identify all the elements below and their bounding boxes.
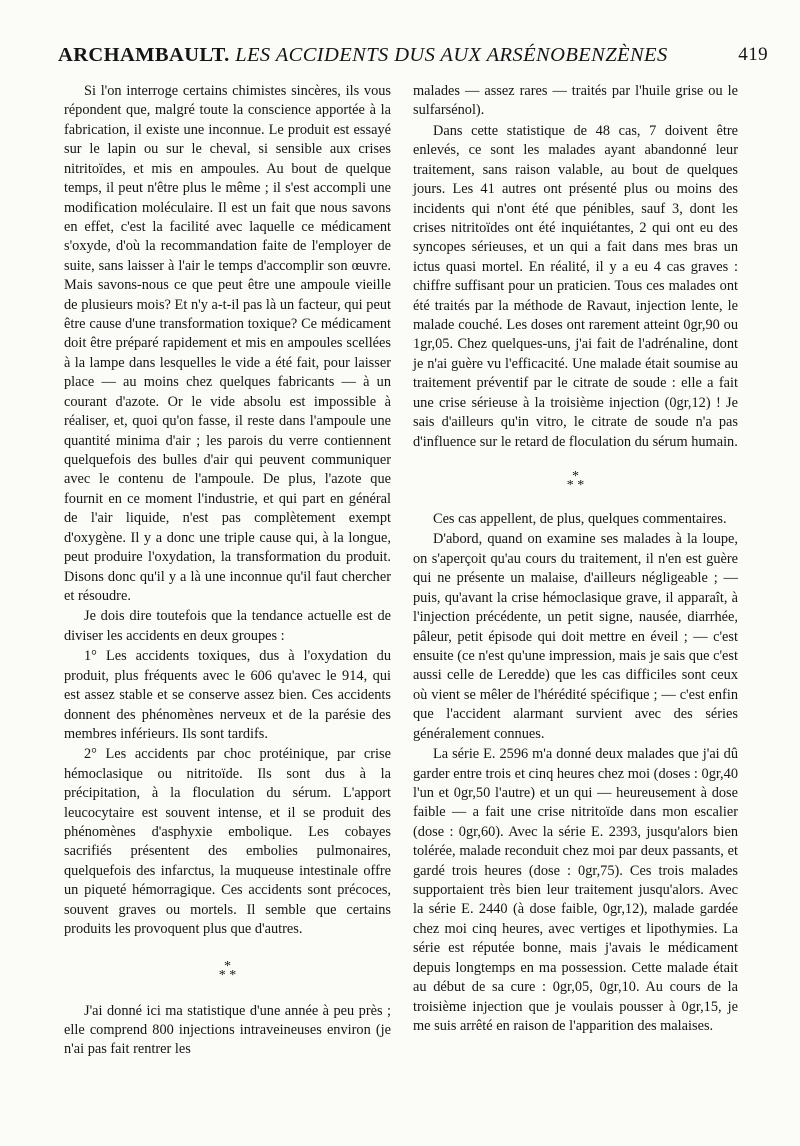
right-paragraph-3: Ces cas appellent, de plus, quelques commentaires. — [433, 511, 727, 528]
left-column — [64, 82, 391, 1060]
section-separator-right — [413, 469, 738, 494]
asterism-right: * * * — [566, 469, 585, 494]
right-paragraph-4: D'abord, quand on examine ses malades à la loupe, on s'aperçoit qu'au cours du traitement, il n'en est guère qui ne présente un malaise, d'ailleurs négligeable ; — puis, qu'avant la crise hémoclasique grave, il apparaît, à l'injection précédente, un petit signe, nausée, diarrhée, pâleur, petit épisode qui doit mettre en éveil ; — c'est ensuite (ce n'est qu'une impression, mais je sais que c'est aussi celle de Leredde) que les cas difficiles sont ceux où vient se mêler de l'hérédité spécifique ; — c'est enfin que l'accident alarmant survient avec des séries généralement connues. — [413, 531, 738, 742]
left-paragraph-1: Si l'on interroge certains chimistes sincères, ils vous répondent que, malgré toute la conscience apportée à la fabrication, il existe une inconnue. Le produit est essayé sur le lapin ou sur le cheval, si sensible aux crises nitritoïdes, et mis en ampoules. Au bout de quelque temps, il peut n'être plus le même ; il s'est accompli une modification moléculaire. Il est un fait que nous savons en effet, c'est la facilité avec laquelle ce médicament s'oxyde, d'où la recommandation faite de l'employer de suite, sans laisser à l'air le temps d'accomplir son œuvre. Mais savons-nous ce que peut être une ampoule vieille de plusieurs mois? Et n'y a-t-il pas là un facteur, qui peut être cause d'une transformation toxique? Ce médicament doit être préparé rapidement et mis en ampoules scellées à la lampe dans lesquelles le vide a été fait, pour laisser place — au moins chez quelques fabricants — à un courant d'azote. Or le vide absolu est impossible à réaliser, et, quoi qu'on fasse, il reste dans l'ampoule une quantité minima d'air ; les parois du verre contiennent quelquefois des bulles d'air qui peuvent communiquer avec le contenu de l'ampoule. De plus, l'azote que fournit en ce moment l'industrie, et qui part en général de l'air liquide, n'est pas complètement exempt d'oxygène. Il y a donc une triple cause qui, à la longue, peut produire l'oxydation, la transformation du produit. Disons donc qu'il y a là une inconnue qu'il faut chercher et résoudre. — [64, 83, 391, 604]
right-paragraph-2: Dans cette statistique de 48 cas, 7 doivent être enlevés, ce sont les malades ayant abandonné leur traitement, sans raison valable, au bout de quelques jours. Les 41 autres ont présenté plus ou moins des incidents qui n'ont été que pénibles, sauf 3, dont les crises nitritoïdes ont été inquiétantes, 2 qui ont eu des syncopes sérieuses, et un qui a fait dans mes bras un ictus quasi mortel. En réalité, il y a eu 4 cas graves : chiffre suffisant pour un praticien. Tous ces malades ont été traités par la méthode de Ravaut, injection lente, le malade couché. Les doses ont rarement atteint 0gr,90 ou 1gr,05. Chez quelques-uns, j'ai fait de l'adrénaline, dont je n'ai guère vu l'efficacité. Une malade était soumise au traitement préventif par le citrate de soude : elle a fait une crise sérieuse à la troisième injection (0gr,12) ! Je sais d'ailleurs qu'in vitro, le citrate de soude n'a pas d'influence sur le retard de floculation du sérum humain. — [413, 122, 738, 450]
header-title: LES ACCIDENTS DUS AUX ARSÉNOBENZÈNES — [235, 44, 668, 66]
section-separator-left — [64, 958, 391, 983]
left-paragraph-2: Je dois dire toutefois que la tendance actuelle est de diviser les accidents en deux groupes : — [64, 608, 391, 644]
running-header — [58, 44, 768, 67]
left-paragraph-5: J'ai donné ici ma statistique d'une année à peu près ; elle comprend 800 injections intraveineuses environ (je n'ai pas fait rentrer les — [64, 1002, 391, 1058]
right-paragraph-5: La série E. 2596 m'a donné deux malades que j'ai dû garder entre trois et cinq heures chez moi (doses : 0gr,40 l'un et 0gr,50 l'autre) et un qui — heureusement à dose faible — a fait une crise nitritoïde dans mon escalier (dose : 0gr,60). Avec la série E. 2393, jusqu'alors bien tolérée, malade reconduit chez moi par deux passants, et gardé trois heures (dose : 0gr,75). Ces trois malades supportaient très bien leur traitement jusqu'alors. Avec la série E. 2440 (à dose faible, 0gr,12), malade gardée chez moi cinq heures, avec vertiges et lipothymies. La série est réputée bonne, mais j'avais le médicament depuis longtemps en ma possession. Cette malade était au début de sa cure : 0gr,05, 0gr,10. Au cours de la troisième injection que je voulais pousser à 0gr,15, je me suis arrêté en raison de l'apparition des malaises. — [413, 746, 738, 1034]
right-column — [413, 82, 738, 1036]
asterism-left: * * * — [218, 958, 237, 983]
header-author: ARCHAMBAULT. — [58, 44, 230, 66]
page-number: 419 — [738, 44, 768, 65]
right-paragraph-1: malades — assez rares — traités par l'huile grise ou le sulfarsénol). — [413, 83, 738, 119]
left-paragraph-3: 1° Les accidents toxiques, dus à l'oxydation du produit, plus fréquents avec le 606 qu'avec le 914, qui est assez stable et se conserve assez bien. Ces accidents donnent des phénomènes nerveux et de la parésie des membres inférieurs. Ils sont tardifs. — [64, 648, 391, 742]
left-paragraph-4: 2° Les accidents par choc protéinique, par crise hémoclasique ou nitritoïde. Ils sont dus à la précipitation, à la floculation du sérum. L'apport leucocytaire est souvent intense, et il se produit des phénomènes d'asphyxie embolique. Les cobayes sacrifiés présentent des embolies pulmonaires, quelquefois des infarctus, la muqueuse intestinale offre un piqueté hémorragique. Ces accidents sont précoces, souvent graves ou mortels. Il semble que certains produits les provoquent plus que d'autres. — [64, 746, 391, 938]
